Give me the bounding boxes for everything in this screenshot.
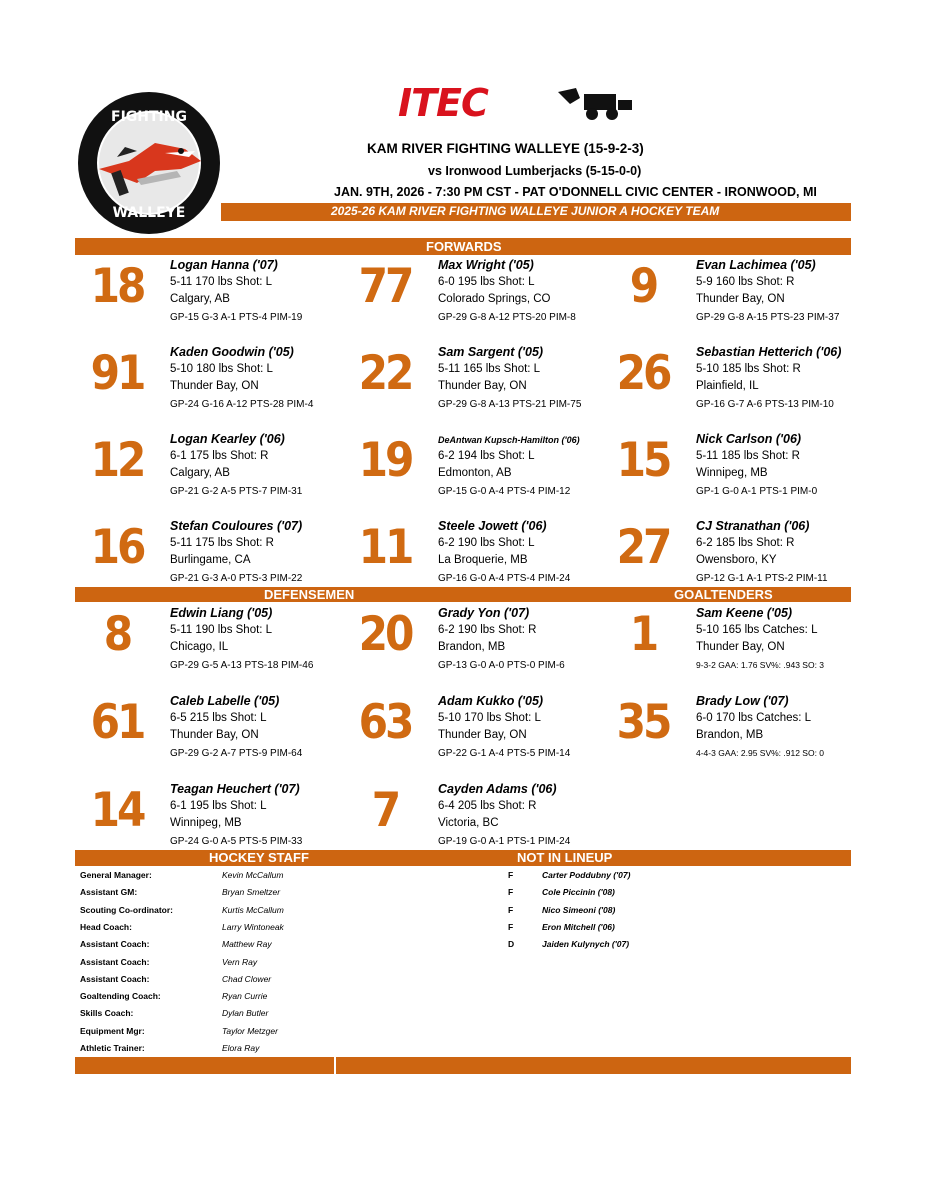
player-card <box>76 606 326 686</box>
staff-role: Skills Coach: <box>80 1008 134 1018</box>
goalie-card <box>602 694 852 774</box>
staff-role: Assistant Coach: <box>80 939 150 949</box>
jersey-number: 22 <box>358 346 412 401</box>
player-stats: GP-24 G-16 A-12 PTS-28 PIM-4 <box>170 399 314 410</box>
staff-role: Assistant Coach: <box>80 974 150 984</box>
game-info-heading: JAN. 9TH, 2026 - 7:30 PM CST - PAT O'DONNELL CIVIC CENTER - IRONWOOD, MI <box>334 185 817 199</box>
player-hometown: Burlingame, CA <box>170 554 251 566</box>
player-physical: 5-10 165 lbs Catches: L <box>696 624 818 636</box>
player-stats: GP-29 G-8 A-12 PTS-20 PIM-8 <box>438 312 576 323</box>
player-stats: GP-13 G-0 A-0 PTS-0 PIM-6 <box>438 660 565 671</box>
player-physical: 6-2 194 lbs Shot: L <box>438 450 535 462</box>
jersey-number: 63 <box>358 695 412 750</box>
staff-row <box>80 887 330 904</box>
player-stats: GP-12 G-1 A-1 PTS-2 PIM-11 <box>696 573 828 584</box>
player-name: Cayden Adams ('06) <box>438 782 557 796</box>
player-physical: 5-11 175 lbs Shot: R <box>170 537 274 549</box>
player-card <box>344 519 594 599</box>
player-card <box>76 258 326 338</box>
player-name: Teagan Heuchert ('07) <box>170 782 300 796</box>
jersey-number: 1 <box>629 607 657 662</box>
player-card <box>602 258 852 338</box>
scratch-name: Cole Piccinin ('08) <box>542 887 615 897</box>
team-logo-text-top: FIGHTING <box>111 109 187 125</box>
player-name: Logan Kearley ('06) <box>170 432 285 446</box>
staff-role: Scouting Co-ordinator: <box>80 905 174 915</box>
staff-role: Goaltending Coach: <box>80 991 161 1001</box>
player-name: Caleb Labelle ('05) <box>170 694 280 708</box>
jersey-number: 11 <box>358 520 412 575</box>
team-logo <box>77 91 221 235</box>
player-stats: GP-24 G-0 A-5 PTS-5 PIM-33 <box>170 836 303 847</box>
staff-name: Kevin McCallum <box>222 870 284 880</box>
jersey-number: 91 <box>90 346 144 401</box>
player-card <box>76 345 326 425</box>
player-physical: 6-0 170 lbs Catches: L <box>696 712 812 724</box>
player-stats: GP-15 G-0 A-4 PTS-4 PIM-12 <box>438 486 571 497</box>
jersey-number: 15 <box>616 433 670 488</box>
footer-bar-right <box>336 1057 851 1074</box>
jersey-number: 20 <box>358 607 412 662</box>
scratch-position: D <box>508 939 515 949</box>
jersey-number: 14 <box>90 783 144 838</box>
player-hometown: Edmonton, AB <box>438 467 512 479</box>
staff-role: Equipment Mgr: <box>80 1026 145 1036</box>
staff-name: Ryan Currie <box>222 991 268 1001</box>
player-card <box>344 694 594 774</box>
player-physical: 5-10 170 lbs Shot: L <box>438 712 541 724</box>
footer-bar-left <box>75 1057 334 1074</box>
staff-row <box>80 957 330 974</box>
player-physical: 6-2 185 lbs Shot: R <box>696 537 795 549</box>
player-stats: GP-15 G-3 A-1 PTS-4 PIM-19 <box>170 312 303 323</box>
player-hometown: Winnipeg, MB <box>170 817 242 829</box>
player-hometown: La Broquerie, MB <box>438 554 528 566</box>
scratch-name: Jaiden Kulynych ('07) <box>542 939 630 949</box>
player-name: DeAntwan Kupsch-Hamilton ('06) <box>438 435 580 445</box>
jersey-number: 77 <box>358 259 412 314</box>
player-hometown: Thunder Bay, ON <box>696 641 785 653</box>
staff-row <box>80 922 330 939</box>
team-logo-text-bottom: WALLEYE <box>112 205 186 221</box>
player-name: Steele Jowett ('06) <box>438 519 547 533</box>
player-physical: 6-2 190 lbs Shot: R <box>438 624 537 636</box>
player-name: Evan Lachimea ('05) <box>696 258 816 272</box>
goalie-stats: 4-4-3 GAA: 2.95 SV%: .912 SO: 0 <box>696 748 825 758</box>
player-physical: 6-4 205 lbs Shot: R <box>438 800 537 812</box>
player-card <box>76 432 326 512</box>
player-physical: 5-11 190 lbs Shot: L <box>170 624 273 636</box>
jersey-number: 19 <box>358 433 412 488</box>
player-stats: GP-29 G-8 A-13 PTS-21 PIM-75 <box>438 399 582 410</box>
player-physical: 5-11 185 lbs Shot: R <box>696 450 800 462</box>
staff-row <box>80 939 330 956</box>
sponsor-logo-text: ITEC <box>398 82 488 122</box>
player-physical: 5-11 165 lbs Shot: L <box>438 363 541 375</box>
staff-row <box>80 991 330 1008</box>
player-physical: 6-5 215 lbs Shot: L <box>170 712 267 724</box>
staff-role: Athletic Trainer: <box>80 1043 145 1053</box>
player-name: CJ Stranathan ('06) <box>696 519 810 533</box>
player-card <box>344 258 594 338</box>
staff-lineup-header: HOCKEY STAFF NOT IN LINEUP <box>75 850 851 866</box>
player-physical: 6-1 175 lbs Shot: R <box>170 450 269 462</box>
staff-name: Matthew Ray <box>222 939 272 949</box>
staff-name: Vern Ray <box>222 957 258 967</box>
player-hometown: Victoria, BC <box>438 817 499 829</box>
player-name: Stefan Couloures ('07) <box>170 519 303 533</box>
staff-row <box>80 905 330 922</box>
opponent-heading: vs Ironwood Lumberjacks (5-15-0-0) <box>428 164 642 178</box>
player-stats: GP-19 G-0 A-1 PTS-1 PIM-24 <box>438 836 571 847</box>
player-card <box>76 519 326 599</box>
player-physical: 5-10 180 lbs Shot: L <box>170 363 273 375</box>
goalie-stats: 9-3-2 GAA: 1.76 SV%: .943 SO: 3 <box>696 660 825 670</box>
player-hometown: Thunder Bay, ON <box>438 729 527 741</box>
player-stats: GP-29 G-5 A-13 PTS-18 PIM-46 <box>170 660 314 671</box>
player-name: Adam Kukko ('05) <box>438 694 544 708</box>
player-name: Logan Hanna ('07) <box>170 258 278 272</box>
player-physical: 5-9 160 lbs Shot: R <box>696 276 795 288</box>
player-card <box>602 432 852 512</box>
sponsor-logo <box>398 82 634 122</box>
jersey-number: 8 <box>103 607 131 662</box>
defense-goalie-header: DEFENSEMEN GOALTENDERS <box>75 587 851 602</box>
player-hometown: Calgary, AB <box>170 293 230 305</box>
player-stats: GP-29 G-2 A-7 PTS-9 PIM-64 <box>170 748 303 759</box>
player-name: Sam Sargent ('05) <box>438 345 544 359</box>
jersey-number: 16 <box>90 520 144 575</box>
player-stats: GP-29 G-8 A-15 PTS-23 PIM-37 <box>696 312 840 323</box>
player-stats: GP-16 G-0 A-4 PTS-4 PIM-24 <box>438 573 571 584</box>
scratch-name: Eron Mitchell ('06) <box>542 922 615 932</box>
player-physical: 6-0 195 lbs Shot: L <box>438 276 535 288</box>
jersey-number: 35 <box>616 695 670 750</box>
player-name: Sebastian Hetterich ('06) <box>696 345 842 359</box>
player-card <box>344 345 594 425</box>
scratch-name: Nico Simeoni ('08) <box>542 905 616 915</box>
player-hometown: Chicago, IL <box>170 641 229 653</box>
player-hometown: Thunder Bay, ON <box>170 729 259 741</box>
staff-name: Dylan Butler <box>222 1008 269 1018</box>
staff-name: Taylor Metzger <box>222 1026 278 1036</box>
staff-row <box>80 974 330 991</box>
player-card <box>602 519 852 599</box>
staff-name: Elora Ray <box>222 1043 260 1053</box>
player-hometown: Owensboro, KY <box>696 554 777 566</box>
scratch-position: F <box>508 905 514 915</box>
staff-role: Assistant Coach: <box>80 957 150 967</box>
season-banner: 2025-26 KAM RIVER FIGHTING WALLEYE JUNIOR A HOCKEY TEAM <box>221 203 851 221</box>
player-card <box>602 345 852 425</box>
jersey-number: 9 <box>629 259 657 314</box>
jersey-number: 7 <box>371 783 399 838</box>
player-hometown: Thunder Bay, ON <box>438 380 527 392</box>
jersey-number: 12 <box>90 433 144 488</box>
player-physical: 6-1 195 lbs Shot: L <box>170 800 267 812</box>
player-name: Sam Keene ('05) <box>696 606 793 620</box>
player-name: Nick Carlson ('06) <box>696 432 802 446</box>
staff-role: Assistant GM: <box>80 887 138 897</box>
staff-name: Bryan Smeltzer <box>222 887 281 897</box>
scratch-position: F <box>508 887 514 897</box>
staff-row <box>80 1008 330 1025</box>
player-hometown: Calgary, AB <box>170 467 230 479</box>
player-physical: 5-10 185 lbs Shot: R <box>696 363 801 375</box>
player-card <box>344 606 594 686</box>
player-hometown: Plainfield, IL <box>696 380 759 392</box>
player-name: Edwin Liang ('05) <box>170 606 273 620</box>
staff-name: Chad Clower <box>222 974 272 984</box>
jersey-number: 61 <box>90 695 144 750</box>
staff-row <box>80 870 330 887</box>
player-hometown: Winnipeg, MB <box>696 467 768 479</box>
player-card <box>344 432 594 512</box>
player-name: Brady Low ('07) <box>696 694 789 708</box>
player-stats: GP-16 G-7 A-6 PTS-13 PIM-10 <box>696 399 834 410</box>
player-stats: GP-22 G-1 A-4 PTS-5 PIM-14 <box>438 748 571 759</box>
team-record-heading: KAM RIVER FIGHTING WALLEYE (15-9-2-3) <box>367 141 644 156</box>
goalie-card <box>602 606 852 686</box>
player-name: Grady Yon ('07) <box>438 606 530 620</box>
player-stats: GP-21 G-3 A-0 PTS-3 PIM-22 <box>170 573 303 584</box>
jersey-number: 26 <box>616 346 670 401</box>
player-physical: 5-11 170 lbs Shot: L <box>170 276 273 288</box>
staff-name: Larry Wintoneak <box>222 922 284 932</box>
player-card <box>76 694 326 774</box>
scratch-position: F <box>508 870 514 880</box>
player-stats: GP-21 G-2 A-5 PTS-7 PIM-31 <box>170 486 303 497</box>
player-hometown: Thunder Bay, ON <box>696 293 785 305</box>
player-stats: GP-1 G-0 A-1 PTS-1 PIM-0 <box>696 486 818 497</box>
staff-name: Kurtis McCallum <box>222 905 284 915</box>
player-hometown: Brandon, MB <box>438 641 506 653</box>
scratch-position: F <box>508 922 514 932</box>
staff-row <box>80 1026 330 1043</box>
player-hometown: Brandon, MB <box>696 729 764 741</box>
player-hometown: Colorado Springs, CO <box>438 293 551 305</box>
jersey-number: 27 <box>616 520 670 575</box>
staff-role: General Manager: <box>80 870 152 880</box>
staff-role: Head Coach: <box>80 922 132 932</box>
player-name: Max Wright ('05) <box>438 258 534 272</box>
player-physical: 6-2 190 lbs Shot: L <box>438 537 535 549</box>
jersey-number: 18 <box>90 259 144 314</box>
forwards-header: FORWARDS <box>75 238 851 255</box>
scratch-name: Carter Poddubny ('07) <box>542 870 631 880</box>
player-hometown: Thunder Bay, ON <box>170 380 259 392</box>
player-name: Kaden Goodwin ('05) <box>170 345 294 359</box>
